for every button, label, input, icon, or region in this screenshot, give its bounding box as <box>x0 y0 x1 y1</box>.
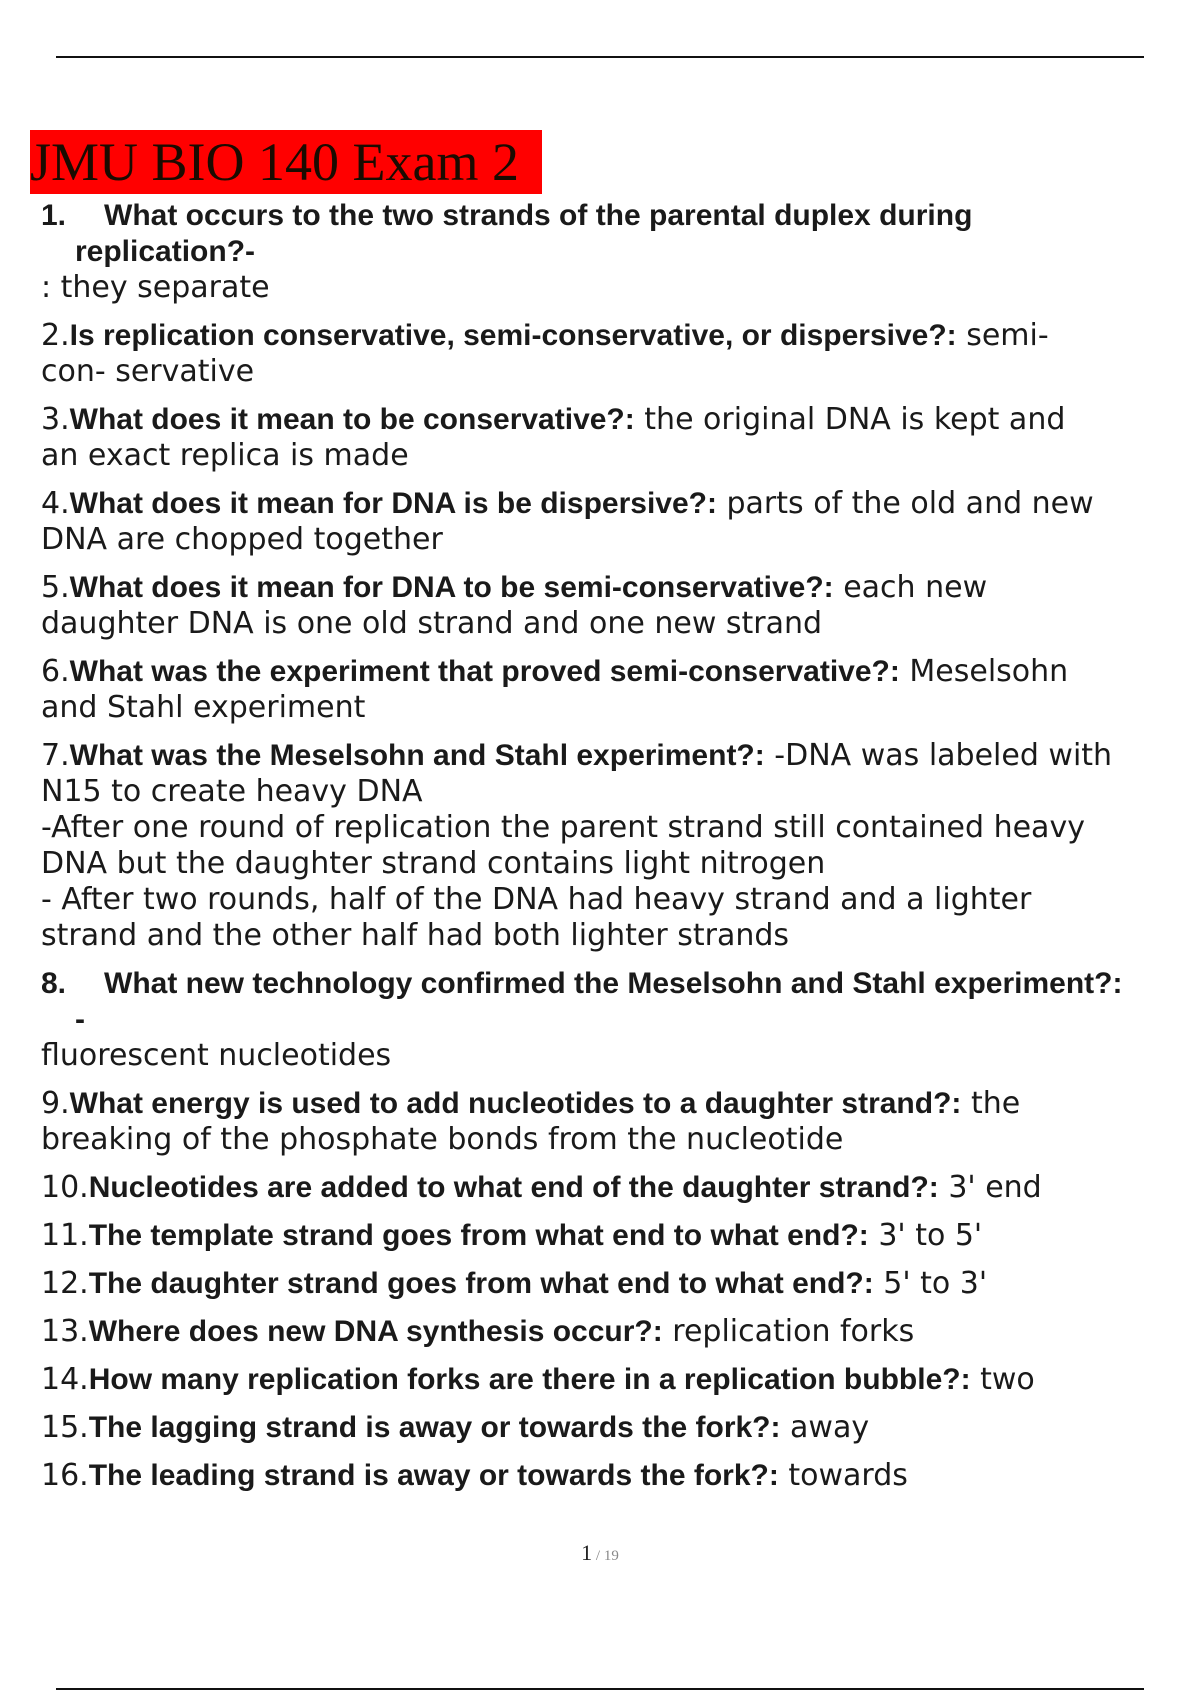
question-text: What new technology confirmed the Meselsohn and Stahl experiment?: <box>104 967 1123 1000</box>
answer-text: parts of the old and new <box>716 486 1094 521</box>
answer-text: Meselsohn <box>899 654 1069 689</box>
answer-text-cont: DNA but the daughter strand contains light nitrogen <box>41 846 826 881</box>
question-text: What does it mean for DNA is be dispersive?: <box>69 487 717 520</box>
question-text: Is replication conservative, semi-conservative, or dispersive?: <box>69 319 957 352</box>
bottom-rule <box>56 1688 1144 1690</box>
question-number: 5. <box>41 570 70 605</box>
question-list <box>41 198 1191 1506</box>
answer-text-cont: con- servative <box>41 354 255 389</box>
question-3 <box>41 402 1191 474</box>
question-14 <box>41 1362 1191 1398</box>
question-text: What does it mean for DNA to be semi-conservative?: <box>69 571 834 604</box>
answer-text: : they separate <box>41 270 270 305</box>
question-4 <box>41 486 1191 558</box>
answer-text-cont: DNA are chopped together <box>41 522 443 557</box>
question-1 <box>41 198 1191 306</box>
question-number: 12. <box>41 1266 89 1301</box>
answer-text: replication forks <box>662 1314 915 1349</box>
question-number: 10. <box>41 1170 89 1205</box>
question-9 <box>41 1086 1191 1158</box>
answer-text-cont: an exact replica is made <box>41 438 409 473</box>
question-text: What occurs to the two strands of the parental duplex during <box>104 199 973 232</box>
question-number: 1. <box>41 199 67 232</box>
question-text: How many replication forks are there in a replication bubble?: <box>88 1363 971 1396</box>
top-rule <box>56 56 1144 58</box>
question-text: What was the Meselsohn and Stahl experiment?: <box>69 739 765 772</box>
answer-text-cont: and Stahl experiment <box>41 690 366 725</box>
question-16 <box>41 1458 1191 1494</box>
question-8 <box>41 966 1191 1074</box>
question-6 <box>41 654 1191 726</box>
answer-text: -DNA was labeled with <box>764 738 1113 773</box>
question-text: The lagging strand is away or towards the fork?: <box>88 1411 781 1444</box>
question-number: 9. <box>41 1086 70 1121</box>
question-text: The leading strand is away or towards the fork?: <box>88 1459 779 1492</box>
answer-text-cont: N15 to create heavy DNA <box>41 774 423 809</box>
answer-text: fluorescent nucleotides <box>41 1038 392 1073</box>
answer-text: the <box>961 1086 1021 1121</box>
question-number: 4. <box>41 486 70 521</box>
question-12 <box>41 1266 1191 1302</box>
answer-text: the original DNA is kept and <box>634 402 1066 437</box>
answer-text-cont: strand and the other half had both lighter strands <box>41 918 790 953</box>
question-text: What does it mean to be conservative?: <box>69 403 635 436</box>
question-number: 8. <box>41 967 67 1000</box>
answer-text-cont: breaking of the phosphate bonds from the nucleotide <box>41 1122 844 1157</box>
answer-text: 3' end <box>938 1170 1042 1205</box>
answer-text: away <box>780 1410 870 1445</box>
question-number: 16. <box>41 1458 89 1493</box>
question-text: The template strand goes from what end to what end?: <box>88 1219 869 1252</box>
page-total: / 19 <box>592 1548 619 1564</box>
question-11 <box>41 1218 1191 1254</box>
question-number: 11. <box>41 1218 89 1253</box>
page-indicator <box>0 1540 1200 1566</box>
question-number: 13. <box>41 1314 89 1349</box>
question-number: 2. <box>41 318 70 353</box>
question-dash: - <box>75 1003 85 1036</box>
answer-text: each new <box>833 570 988 605</box>
answer-text: 5' to 3' <box>873 1266 988 1301</box>
question-text: Where does new DNA synthesis occur?: <box>88 1315 663 1348</box>
answer-text: towards <box>778 1458 908 1493</box>
page-current: 1 <box>581 1540 593 1565</box>
question-text: What energy is used to add nucleotides to a daughter strand?: <box>69 1087 962 1120</box>
question-text: Nucleotides are added to what end of the daughter strand?: <box>88 1171 939 1204</box>
question-number: 14. <box>41 1362 89 1397</box>
question-number: 15. <box>41 1410 89 1445</box>
question-7 <box>41 738 1191 954</box>
question-13 <box>41 1314 1191 1350</box>
answer-text: 3' to 5' <box>868 1218 983 1253</box>
answer-text-cont: -After one round of replication the parent strand still contained heavy <box>41 810 1085 845</box>
question-number: 3. <box>41 402 70 437</box>
question-5 <box>41 570 1191 642</box>
answer-text: semi- <box>956 318 1049 353</box>
answer-text-cont: daughter DNA is one old strand and one new strand <box>41 606 823 641</box>
question-number: 7. <box>41 738 70 773</box>
question-number: 6. <box>41 654 70 689</box>
question-text-cont: replication?- <box>75 235 256 268</box>
question-2 <box>41 318 1191 390</box>
question-10 <box>41 1170 1191 1206</box>
question-text: What was the experiment that proved semi-conservative?: <box>69 655 900 688</box>
document-title: JMU BIO 140 Exam 2 <box>30 130 542 194</box>
answer-text-cont: - After two rounds, half of the DNA had heavy strand and a lighter <box>41 882 1032 917</box>
answer-text: two <box>970 1362 1035 1397</box>
question-text: The daughter strand goes from what end to what end?: <box>88 1267 874 1300</box>
question-15 <box>41 1410 1191 1446</box>
